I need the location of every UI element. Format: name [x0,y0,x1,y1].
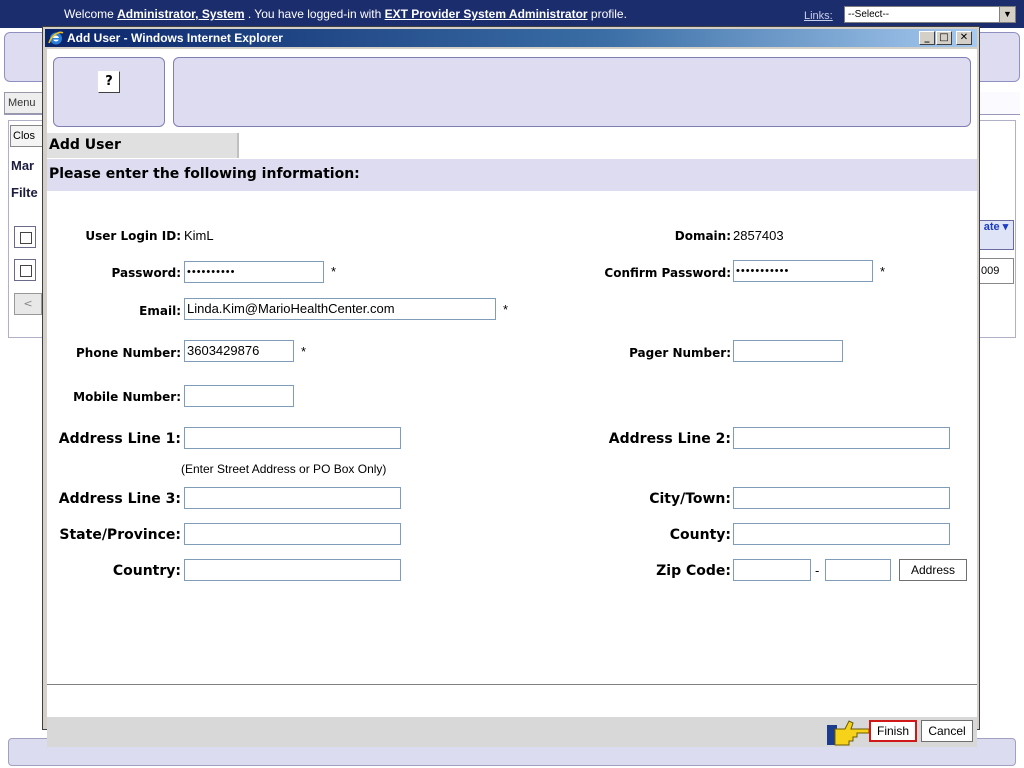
welcome-message [64,7,627,21]
country-label: Country: [112,563,181,579]
welcome-prefix: Welcome [64,7,118,21]
add-user-form [47,191,977,661]
app-top-bar [0,0,1024,28]
banner-panel [173,57,971,127]
address-line-1-input[interactable] [184,427,401,449]
welcome-middle: . You have logged-in with [244,7,385,21]
links-label: Links: [804,10,833,22]
zip-code-input[interactable] [733,559,811,581]
window-title: Add User - Windows Internet Explorer [67,31,283,45]
menu-tab[interactable]: Menu [4,92,44,114]
user-login-id-value: KimL [184,228,214,243]
password-required-marker: * [331,264,337,279]
welcome-suffix: profile. [587,7,627,21]
cancel-button[interactable]: Cancel [921,720,973,742]
address-button[interactable]: Address [899,559,967,581]
email-required-marker: * [503,302,509,317]
password-input[interactable]: •••••••••• [184,261,324,283]
internet-explorer-icon [48,30,64,46]
add-user-window [42,26,980,738]
password-label: Password: [111,266,181,280]
links-select[interactable] [844,6,1016,23]
finish-button[interactable]: Finish [869,720,917,742]
address-line-2-input[interactable] [733,427,950,449]
address-line-1-label: Address Line 1: [58,431,181,447]
user-login-id-label: User Login ID: [85,229,181,243]
pager-number-input[interactable] [733,340,843,362]
county-label: County: [669,527,731,543]
row-checkbox[interactable] [14,259,36,281]
domain-label: Domain: [674,229,731,243]
city-town-input[interactable] [733,487,950,509]
pager-number-label: Pager Number: [629,346,731,360]
profile-name: EXT Provider System Administrator [384,7,588,21]
help-panel [53,57,165,127]
footer-divider [47,684,977,685]
window-title-bar[interactable] [45,29,977,47]
filter-label: Filte [11,185,38,200]
phone-number-input[interactable]: 3603429876 [184,340,294,362]
zip-extension-input[interactable] [825,559,891,581]
links-selected-value: --Select-- [848,9,890,20]
confirm-password-input[interactable]: ••••••••••• [733,260,873,282]
pointing-hand-icon [827,717,871,747]
phone-required-marker: * [301,344,307,359]
confirm-password-required-marker: * [880,264,886,279]
country-input[interactable] [184,559,401,581]
add-user-tab: Add User [47,133,239,158]
chevron-down-icon[interactable]: ▼ [999,7,1015,22]
address-line-3-input[interactable] [184,487,401,509]
header-checkbox[interactable] [14,226,36,248]
address-line-3-label: Address Line 3: [58,491,181,507]
email-label: Email: [139,304,181,318]
date-cell: 009 [978,258,1014,284]
maximize-button[interactable]: □ [936,31,952,45]
domain-value: 2857403 [733,228,784,243]
popup-content [47,49,977,738]
section-header: Please enter the following information: [47,159,977,191]
date-column-header[interactable]: ate ▾ [978,220,1014,250]
state-province-label: State/Province: [59,527,181,543]
zip-code-label: Zip Code: [656,563,731,579]
email-input[interactable]: Linda.Kim@MarioHealthCenter.com [184,298,496,320]
mobile-number-input[interactable] [184,385,294,407]
previous-page-button[interactable]: < [14,293,42,315]
phone-number-label: Phone Number: [76,346,181,360]
mobile-number-label: Mobile Number: [73,390,181,404]
help-icon[interactable]: ? [98,71,120,93]
address-line-1-hint: (Enter Street Address or PO Box Only) [181,462,387,476]
county-input[interactable] [733,523,950,545]
zip-separator: - [815,563,820,578]
background-close-button[interactable]: Clos [10,125,46,147]
footer-bar [47,717,977,747]
state-province-input[interactable] [184,523,401,545]
user-name-link[interactable]: Administrator, System [117,7,245,21]
address-line-2-label: Address Line 2: [608,431,731,447]
manage-label: Mar [11,158,35,173]
city-town-label: City/Town: [649,491,731,507]
minimize-button[interactable]: _ [919,31,935,45]
confirm-password-label: Confirm Password: [604,266,731,280]
close-window-button[interactable]: ✕ [956,31,972,45]
